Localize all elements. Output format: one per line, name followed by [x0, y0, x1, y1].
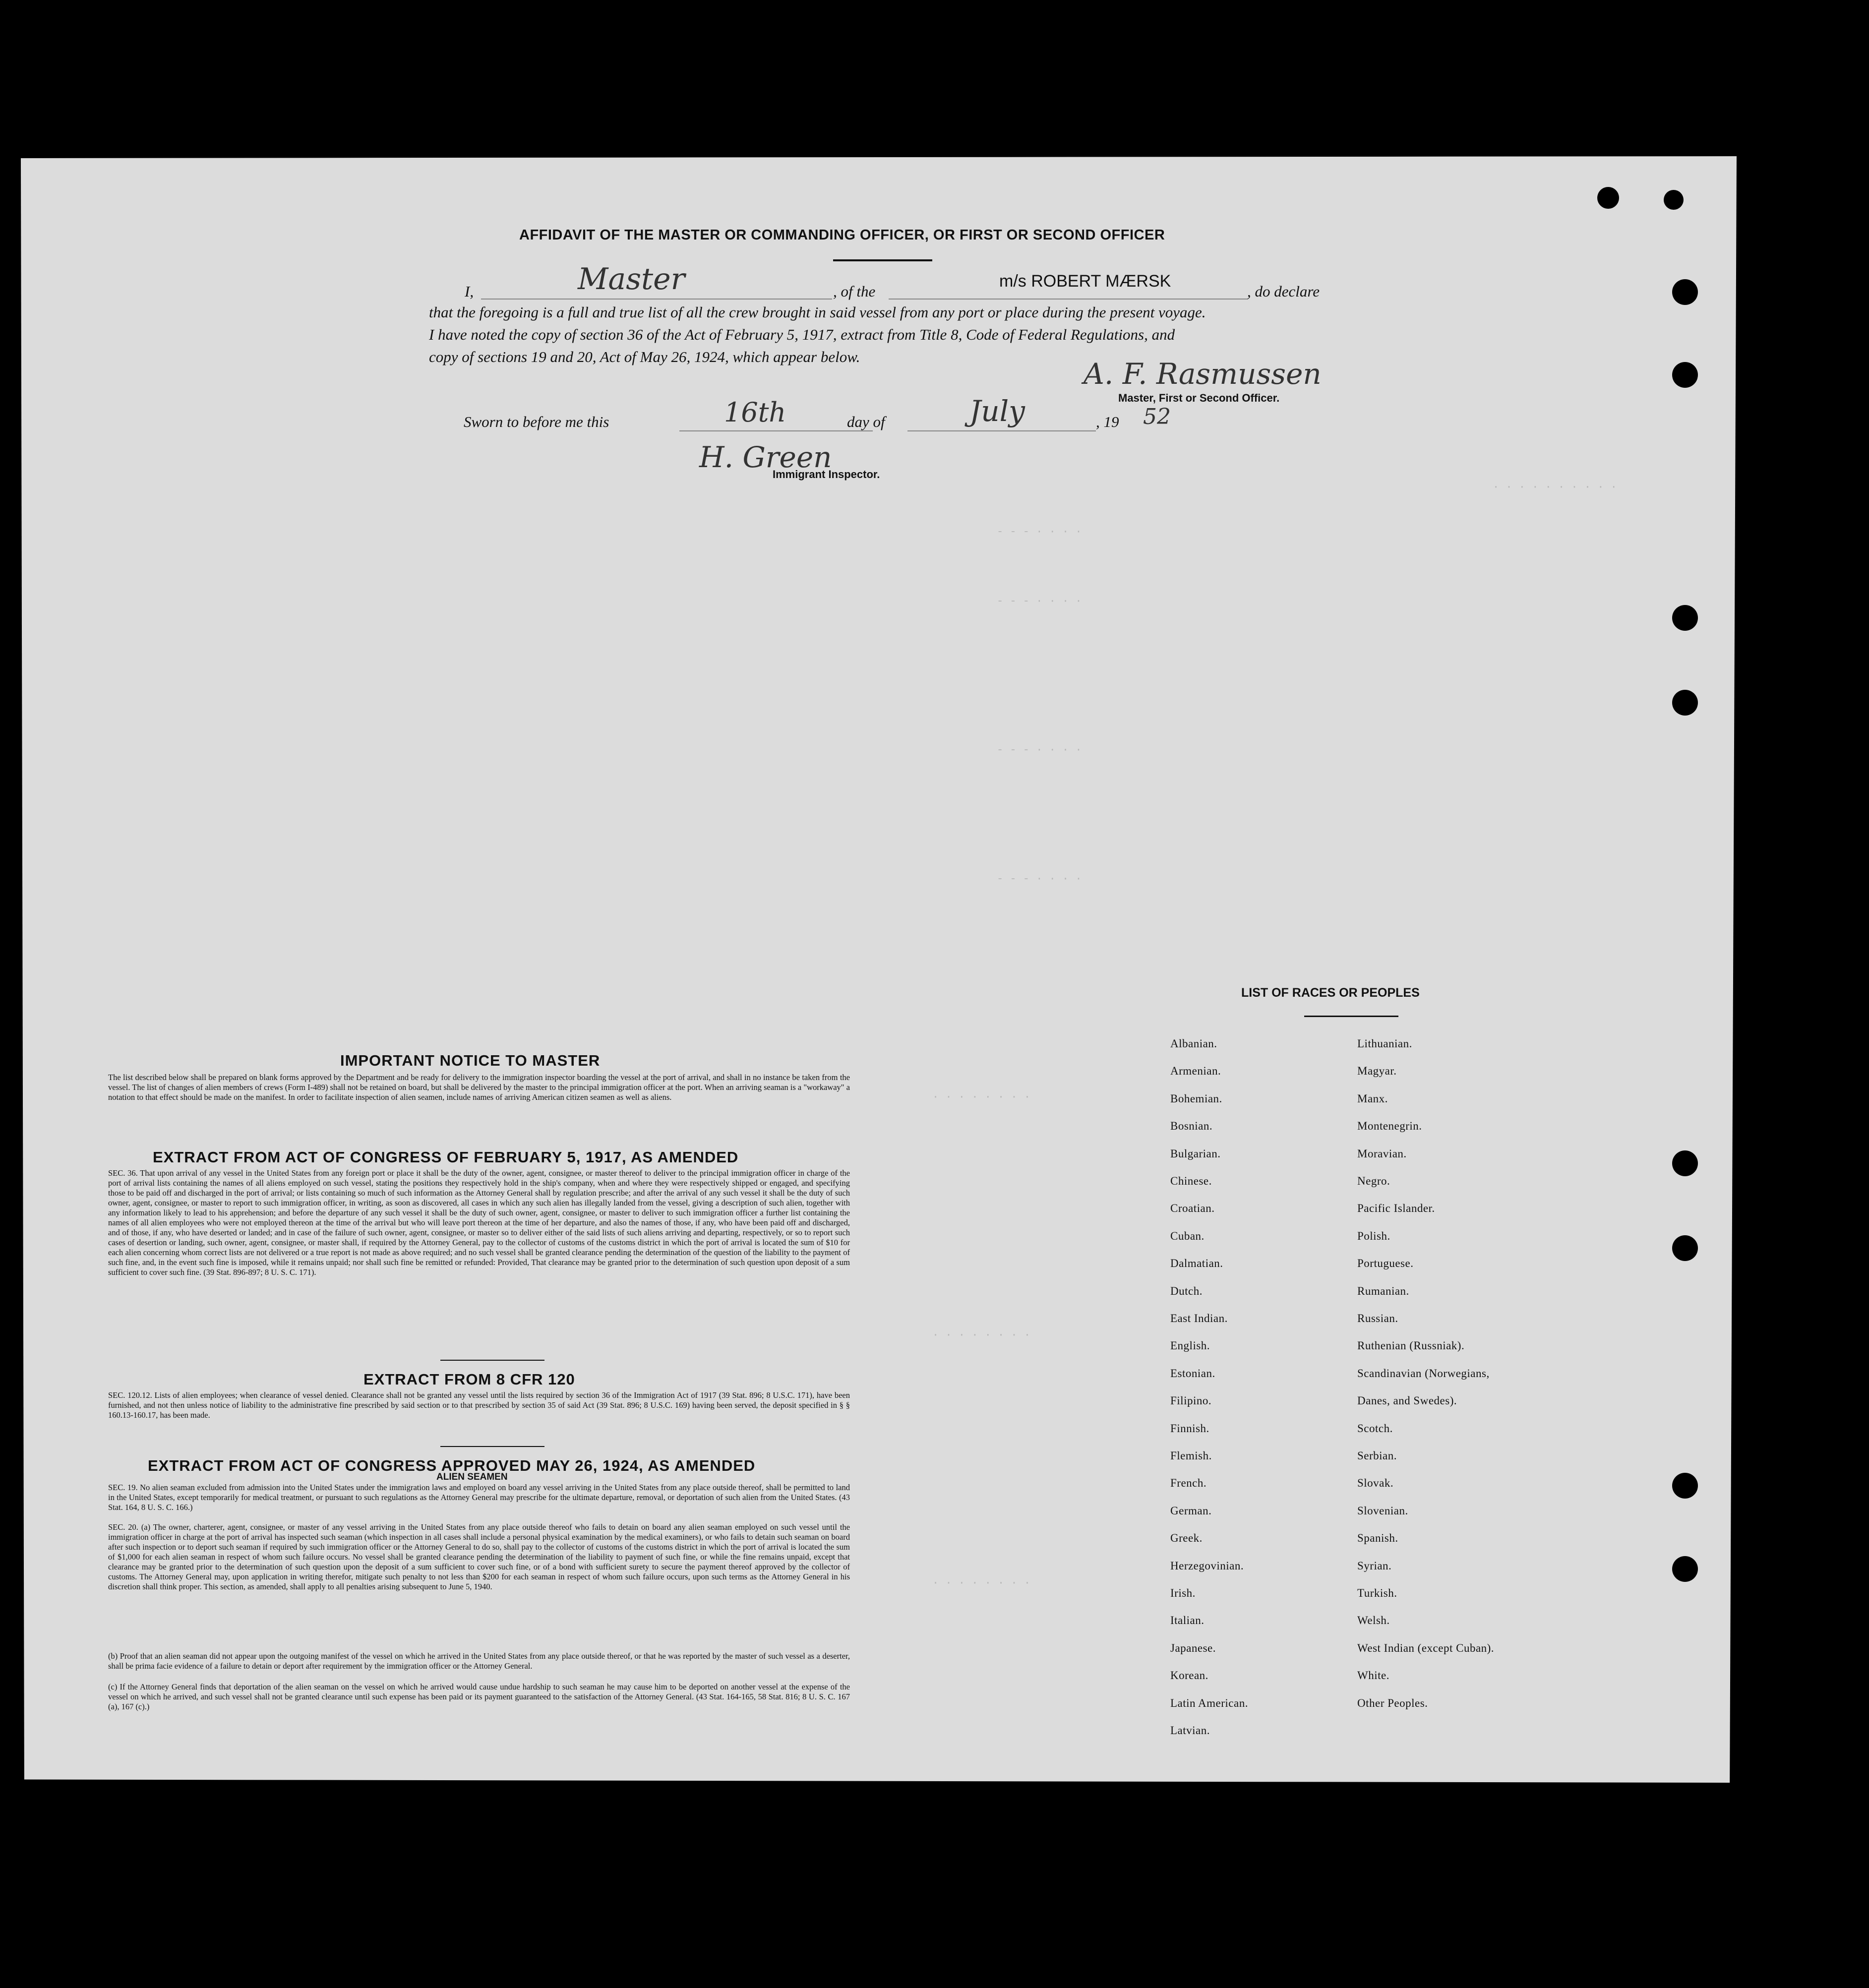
master-handwritten: Master	[578, 262, 685, 297]
day-of-label: day of	[847, 413, 885, 430]
bleed-through-text: - - - · · · ·	[997, 595, 1082, 607]
punch-hole	[1597, 187, 1619, 209]
race-item: Irish.	[1170, 1587, 1196, 1599]
race-item: Filipino.	[1170, 1394, 1212, 1407]
extract-1917-title: EXTRACT FROM ACT OF CONGRESS OF FEBRUARY 5, 1917, AS AMENDED	[153, 1148, 739, 1166]
inspector-label: Immigrant Inspector.	[773, 468, 880, 481]
title-underline	[833, 259, 932, 261]
race-item: Slovak.	[1357, 1477, 1394, 1490]
race-item: German.	[1170, 1504, 1212, 1517]
punch-hole	[1664, 190, 1684, 210]
extract-cfr-text: SEC. 120.12. Lists of alien employees; when clearance of vessel denied. Clearance shall not be granted any vessel until the lists required by section 36 of the Immigration Act of 1917 (39 Stat. 896; 8 U.S.C. 171), have been furnished, and not then unless notice of liability to the administrative fine prescribed by said section or to that prescribed by section 35 of said Act (39 Stat. 896; 8 U.S.C. 169) having been served, the deposit specified in § § 160.13-160.17, has been made.	[108, 1390, 850, 1420]
race-item: Turkish.	[1357, 1587, 1397, 1599]
race-item: Danes, and Swedes).	[1357, 1394, 1457, 1407]
punch-hole	[1672, 362, 1698, 388]
bleed-through-text: · · · · · · · ·	[932, 1091, 1031, 1103]
extract-1917-text: SEC. 36. That upon arrival of any vessel in the United States from any foreign port or place it shall be the duty of the owner, agent, consignee, or master thereof to deliver to the principal immigration officer in charge of the port of arrival lists containing the names of all aliens employed on such vessel, stating the positions they respectively hold in the ship's company, when and where they were respectively shipped or engaged, and specifying those to be paid off and discharged in the port of arrival; or lists containing so much of such information as the Attorney General shall by regulation prescribe; and after the arrival of any such vessel it shall be the duty of such owner, agent, consignee, or master to report to such immigration officer, in writing, as soon as discovered, all cases in which any such alien has illegally landed from the vessel, giving a description of such alien, together with any information likely to lead to his apprehension; and before the departure of any such vessel it shall be the duty of such owner, agent, consignee, or master to deliver to such immigration officer a further list containing the names of all alien employees who were not employed thereon at the time of the arrival but who will leave port thereon at the time of her departure, and also the names of those, if any, who have been paid off and discharged, and of those, if any, who have deserted or landed; and in case of the failure of such owner, agent, consignee, or master so to deliver either of the said lists of such aliens arriving and departing, respectively, or so to report such cases of desertion or landing, such owner, agent, consignee, or master shall, if required by the Attorney General, pay to the collector of customs of the customs district in which the port of arrival is located the sum of $10 for each alien concerning whom correct lists are not delivered or a true report is not made as above required; and no such vessel shall be granted clearance pending the determination of the question of the liability to the payment of such fine, and, in the event such fine is imposed, while it remains unpaid; nor shall such fine be remitted or refunded: Provided, That clearance may be granted prior to the determination of such question upon deposit of a sum sufficient to cover such fine. (39 Stat. 896-897; 8 U. S. C. 171).	[108, 1168, 850, 1277]
race-item: Montenegrin.	[1357, 1120, 1422, 1133]
year-prefix: , 19	[1096, 413, 1119, 430]
race-item: Flemish.	[1170, 1449, 1212, 1462]
race-item: Lithuanian.	[1357, 1037, 1412, 1050]
race-item: Scandinavian (Norwegians,	[1357, 1367, 1490, 1380]
day-blank	[679, 430, 873, 431]
race-item: Spanish.	[1357, 1532, 1398, 1545]
race-item: Bulgarian.	[1170, 1147, 1221, 1160]
year-handwritten: 52	[1143, 404, 1171, 429]
extract-1924-sec20b: (b) Proof that an alien seaman did not appear upon the outgoing manifest of the vessel on which he arrived in the United States from any place outside thereof, or that he was reported by the master of such vessel as a deserter, shall be prima facie evidence of a failure to detain or deport after requirement by the immigration officer or the Attorney General.	[108, 1651, 850, 1671]
race-item: Ruthenian (Russniak).	[1357, 1339, 1465, 1352]
section-divider	[440, 1446, 544, 1447]
race-item: Korean.	[1170, 1669, 1208, 1682]
officer-label: Master, First or Second Officer.	[1118, 392, 1280, 404]
extract-1924-sec20a: SEC. 20. (a) The owner, charterer, agent, consignee, or master of any vessel arriving in the United States from any place outside thereof who fails to detain on board any alien seaman employed on such vessel until the immigration officer in charge at the port of arrival has inspected such seaman (which inspection in all cases shall include a personal physical examination by the medical examiners), or who fails to detain such seaman on board after such inspection or to deport such seaman if required by such immigration officer or the Attorney General to do so, shall pay to the collector of customs of the customs district in which the port of arrival is located the sum of $1,000 for each alien seaman in respect of whom such failure occurs. No vessel shall be granted clearance pending the determination of the liability to payment of such fine, or while the fine remains unpaid, except that clearance may be granted prior to the determination of such question upon the deposit of a sum sufficient to cover such fine, or of a bond with sufficient surety to secure the payment thereof approved by the collector of customs. The Attorney General may, upon application in writing therefor, mitigate such penalty to not less than $200 for each seaman in respect of whom such failure occurs, upon such terms as the Attorney General in his discretion shall think proper. This section, as amended, shall apply to all penalties arising subsequent to June 5, 1940.	[108, 1522, 850, 1591]
race-item: Latvian.	[1170, 1724, 1210, 1737]
bleed-through-text: - - - · · · ·	[997, 873, 1082, 885]
punch-hole	[1672, 1556, 1698, 1582]
race-item: Estonian.	[1170, 1367, 1215, 1380]
affidavit-line-4: copy of sections 19 and 20, Act of May 26, 1924, which appear below.	[429, 348, 860, 365]
extract-1924-sec20c: (c) If the Attorney General finds that deportation of the alien seaman on the vessel on which he arrived would cause undue hardship to such seaman he may cause him to be deported on another vessel at the expense of the vessel on which he arrived, and such vessel shall not be granted clearance until such expense has been paid or its payment guaranteed to the satisfaction of the Attorney General. (43 Stat. 164-165, 58 Stat. 816; 8 U. S. C. 167 (a), 167 (c).)	[108, 1682, 850, 1711]
race-item: Croatian.	[1170, 1202, 1215, 1215]
race-item: White.	[1357, 1669, 1389, 1682]
race-item: English.	[1170, 1339, 1210, 1352]
bleed-through-text: · · · · · · · ·	[932, 1329, 1031, 1341]
race-item: Pacific Islander.	[1357, 1202, 1435, 1215]
race-item: Slovenian.	[1357, 1504, 1408, 1517]
race-item: Syrian.	[1357, 1559, 1392, 1572]
extract-1924-subtitle: ALIEN SEAMEN	[436, 1472, 508, 1482]
declarant-label: I,	[465, 283, 474, 300]
bleed-through-text: - - - · · · ·	[997, 526, 1082, 538]
master-blank	[481, 299, 832, 300]
race-item: Magyar.	[1357, 1065, 1397, 1078]
race-item: Albanian.	[1170, 1037, 1217, 1050]
race-item: Rumanian.	[1357, 1284, 1409, 1297]
month-handwritten: July	[969, 394, 1025, 428]
day-handwritten: 16th	[724, 397, 786, 428]
inspector-signature: H. Green	[699, 440, 832, 474]
extract-1924-title: EXTRACT FROM ACT OF CONGRESS APPROVED MAY 26, 1924, AS AMENDED	[148, 1457, 756, 1474]
bleed-through-text: · · · · · · · ·	[932, 1577, 1031, 1589]
race-item: Other Peoples.	[1357, 1696, 1428, 1709]
race-item: Latin American.	[1170, 1696, 1248, 1709]
race-item: Scotch.	[1357, 1422, 1393, 1435]
affidavit-line-2: that the foregoing is a full and true list of all the crew brought in said vessel from any port or place during the present voyage.	[429, 303, 1206, 321]
bleed-through-text: - - - · · · ·	[997, 744, 1082, 756]
races-underline	[1304, 1016, 1398, 1017]
race-item: Moravian.	[1357, 1147, 1407, 1160]
section-divider	[440, 1360, 544, 1361]
race-item: French.	[1170, 1477, 1207, 1490]
race-item: Dutch.	[1170, 1284, 1203, 1297]
race-item: Dalmatian.	[1170, 1257, 1223, 1270]
officer-signature: A. F. Rasmussen	[1084, 357, 1322, 391]
extract-1924-sec19: SEC. 19. No alien seaman excluded from admission into the United States under the immigration laws and employed on board any vessel arriving in the United States from any place outside thereof, shall be permitted to land in the United States, except temporarily for medical treatment, or pursuant to such regulations as the Attorney General may prescribe for the ultimate departure, removal, or deportation of such alien from the United States. (43 Stat. 164, 8 U. S. C. 166.)	[108, 1483, 850, 1512]
race-item: Portuguese.	[1357, 1257, 1414, 1270]
punch-hole	[1672, 605, 1698, 631]
race-item: Herzegovinian.	[1170, 1559, 1244, 1572]
race-item: Italian.	[1170, 1614, 1205, 1627]
vessel-blank	[889, 299, 1248, 300]
race-item: Japanese.	[1170, 1641, 1216, 1654]
extract-cfr-title: EXTRACT FROM 8 CFR 120	[363, 1371, 575, 1388]
race-item: Bohemian.	[1170, 1092, 1222, 1105]
race-item: Armenian.	[1170, 1065, 1221, 1078]
race-item: Polish.	[1357, 1229, 1390, 1242]
of-the-label: , of the	[833, 283, 876, 300]
do-declare-label: , do declare	[1247, 283, 1320, 300]
punch-hole	[1672, 279, 1698, 305]
race-item: Finnish.	[1170, 1422, 1209, 1435]
bleed-through-text: · · · · · · · · · ·	[1493, 481, 1617, 493]
punch-hole	[1672, 1150, 1698, 1176]
race-item: Bosnian.	[1170, 1120, 1213, 1133]
notice-text: The list described below shall be prepared on blank forms approved by the Department and be ready for delivery to the immigration inspector boarding the vessel at the port of arrival, and shall in no instance be taken from the vessel. The list of changes of alien members of crews (Form I-489) shall not be retained on board, but shall be delivered by the master to the principal immigration officer at the port. When an arriving seaman is a "workaway" a notation to that effect should be made on the manifest. In order to facilitate inspection of alien seamen, include names of arriving American citizen seamen as well as aliens.	[108, 1073, 850, 1102]
vessel-name: m/s ROBERT MÆRSK	[999, 272, 1171, 291]
race-item: Russian.	[1357, 1312, 1398, 1325]
affidavit-title: AFFIDAVIT OF THE MASTER OR COMMANDING OFFICER, OR FIRST OR SECOND OFFICER	[519, 227, 1165, 243]
month-blank	[907, 430, 1096, 431]
race-item: East Indian.	[1170, 1312, 1228, 1325]
race-item: Negro.	[1357, 1175, 1390, 1187]
races-title: LIST OF RACES OR PEOPLES	[1241, 986, 1420, 1000]
punch-hole	[1672, 1473, 1698, 1499]
race-item: Chinese.	[1170, 1175, 1212, 1187]
punch-hole	[1672, 1235, 1698, 1261]
notice-title: IMPORTANT NOTICE TO MASTER	[340, 1052, 601, 1069]
race-item: Welsh.	[1357, 1614, 1390, 1627]
affidavit-line-3: I have noted the copy of section 36 of the Act of February 5, 1917, extract from Title 8, Code of Federal Regulations, and	[429, 326, 1175, 343]
race-item: Manx.	[1357, 1092, 1388, 1105]
race-item: Serbian.	[1357, 1449, 1397, 1462]
sworn-label: Sworn to before me this	[464, 413, 609, 430]
punch-hole	[1672, 690, 1698, 716]
race-item: Greek.	[1170, 1532, 1203, 1545]
race-item: Cuban.	[1170, 1229, 1205, 1242]
race-item: West Indian (except Cuban).	[1357, 1641, 1495, 1654]
